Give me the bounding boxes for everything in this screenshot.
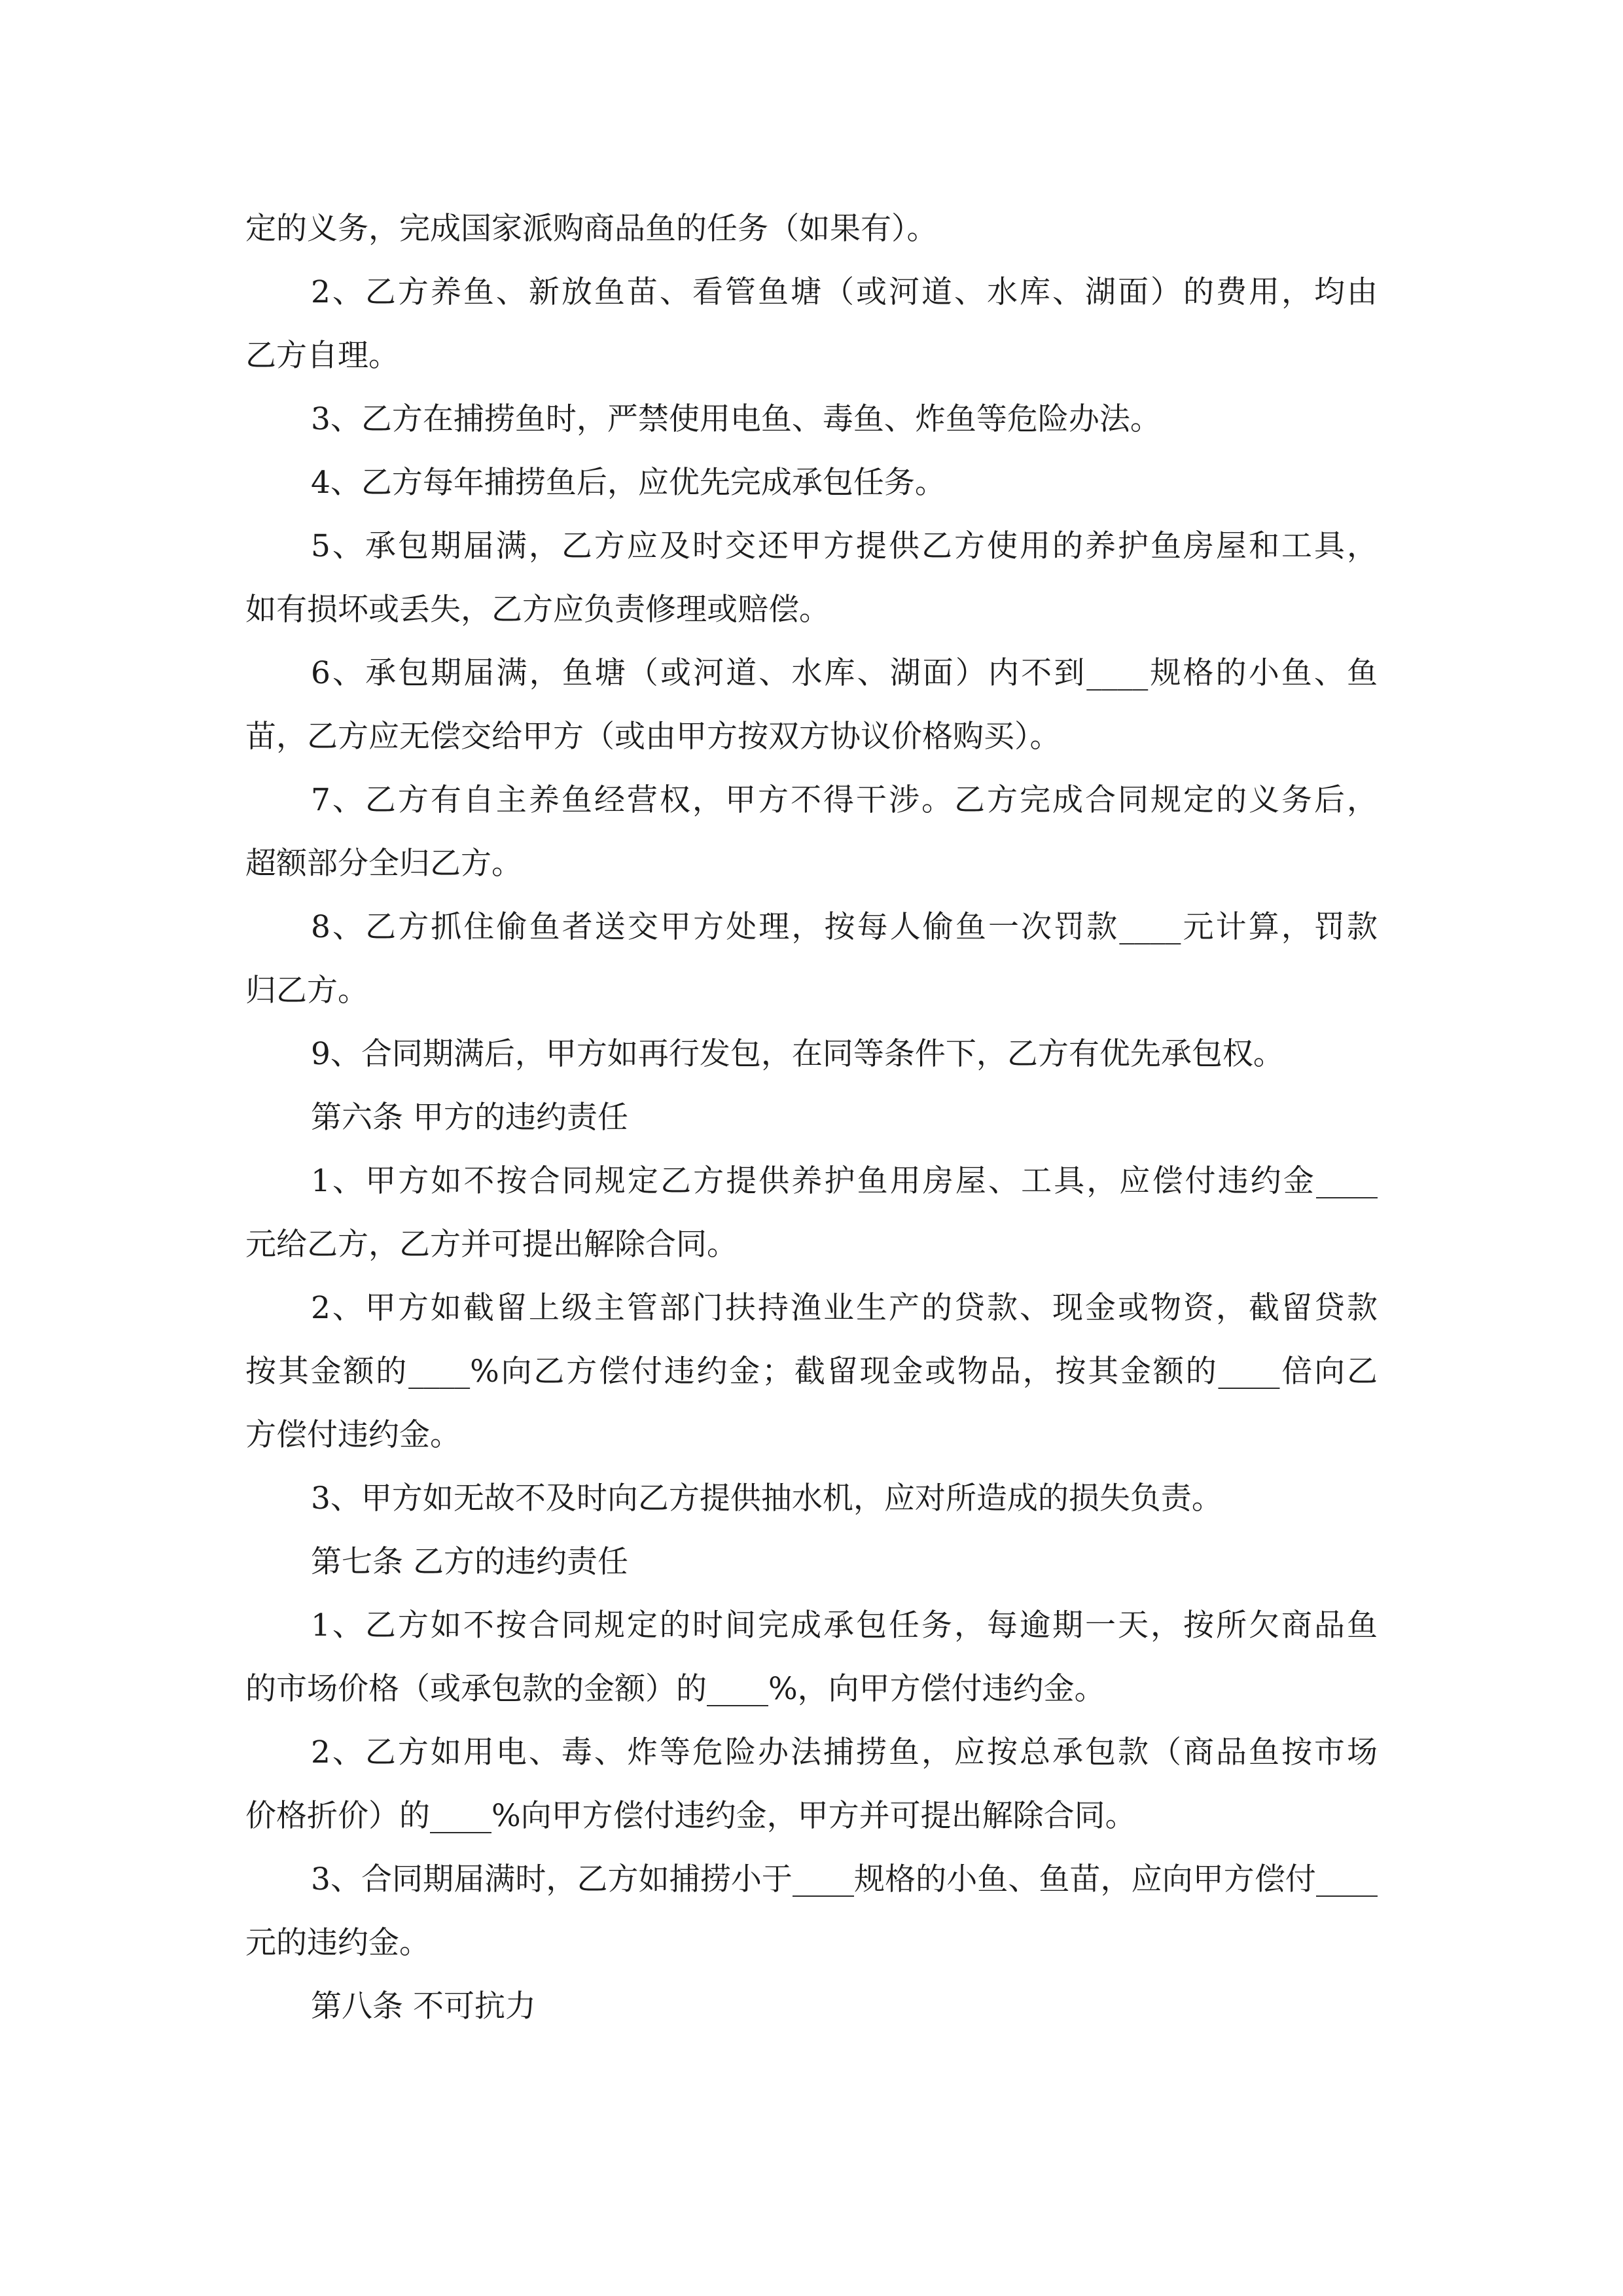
- text-line: 超额部分全归乙方。: [245, 846, 522, 882]
- text-line: 5、承包期届满，乙方应及时交还甲方提供乙方使用的养护鱼房屋和工具，: [311, 528, 1378, 564]
- text-line: 1、乙方如不按合同规定的时间完成承包任务，每逾期一天，按所欠商品鱼: [311, 1607, 1378, 1643]
- text-line: 定的义务，完成国家派购商品鱼的任务（如果有）。: [245, 211, 938, 247]
- text-line: 元给乙方，乙方并可提出解除合同。: [245, 1227, 738, 1263]
- text-line: 方偿付违约金。: [245, 1417, 461, 1453]
- section-heading: 第六条 甲方的违约责任: [311, 1100, 628, 1136]
- text-line: 2、乙方如用电、毒、炸等危险办法捕捞鱼，应按总承包款（商品鱼按市场: [311, 1734, 1378, 1770]
- text-line: 3、甲方如无故不及时向乙方提供抽水机，应对所造成的损失负责。: [311, 1480, 1222, 1516]
- text-line: 3、合同期届满时，乙方如捕捞小于____规格的小鱼、鱼苗，应向甲方偿付____: [311, 1861, 1378, 1897]
- text-line: 4、乙方每年捕捞鱼后，应优先完成承包任务。: [311, 465, 946, 501]
- text-line: 3、乙方在捕捞鱼时，严禁使用电鱼、毒鱼、炸鱼等危险办法。: [311, 401, 1161, 437]
- text-line: 的市场价格（或承包款的金额）的____%，向甲方偿付违约金。: [245, 1671, 1105, 1707]
- section-heading: 第七条 乙方的违约责任: [311, 1544, 628, 1580]
- text-line: 8、乙方抓住偷鱼者送交甲方处理，按每人偷鱼一次罚款____元计算，罚款: [311, 909, 1378, 945]
- text-line: 按其金额的____%向乙方偿付违约金；截留现金或物品，按其金额的____倍向乙: [245, 1354, 1378, 1390]
- text-line: 6、承包期届满，鱼塘（或河道、水库、湖面）内不到____规格的小鱼、鱼: [311, 655, 1378, 691]
- text-line: 1、甲方如不按合同规定乙方提供养护鱼用房屋、工具，应偿付违约金____: [311, 1163, 1378, 1199]
- text-line: 乙方自理。: [245, 338, 399, 374]
- text-line: 7、乙方有自主养鱼经营权，甲方不得干涉。乙方完成合同规定的义务后，: [311, 782, 1378, 818]
- text-line: 如有损坏或丢失，乙方应负责修理或赔偿。: [245, 592, 830, 628]
- text-line: 苗，乙方应无偿交给甲方（或由甲方按双方协议价格购买）。: [245, 719, 1061, 755]
- text-line: 归乙方。: [245, 973, 368, 1009]
- section-heading: 第八条 不可抗力: [311, 1988, 536, 2024]
- text-line: 价格折价）的____%向甲方偿付违约金，甲方并可提出解除合同。: [245, 1798, 1136, 1834]
- text-line: 9、合同期满后，甲方如再行发包，在同等条件下，乙方有优先承包权。: [311, 1036, 1284, 1072]
- text-line: 2、甲方如截留上级主管部门扶持渔业生产的贷款、现金或物资，截留贷款: [311, 1290, 1378, 1326]
- text-line: 元的违约金。: [245, 1925, 430, 1961]
- text-line: 2、乙方养鱼、新放鱼苗、看管鱼塘（或河道、水库、湖面）的费用，均由: [311, 274, 1378, 310]
